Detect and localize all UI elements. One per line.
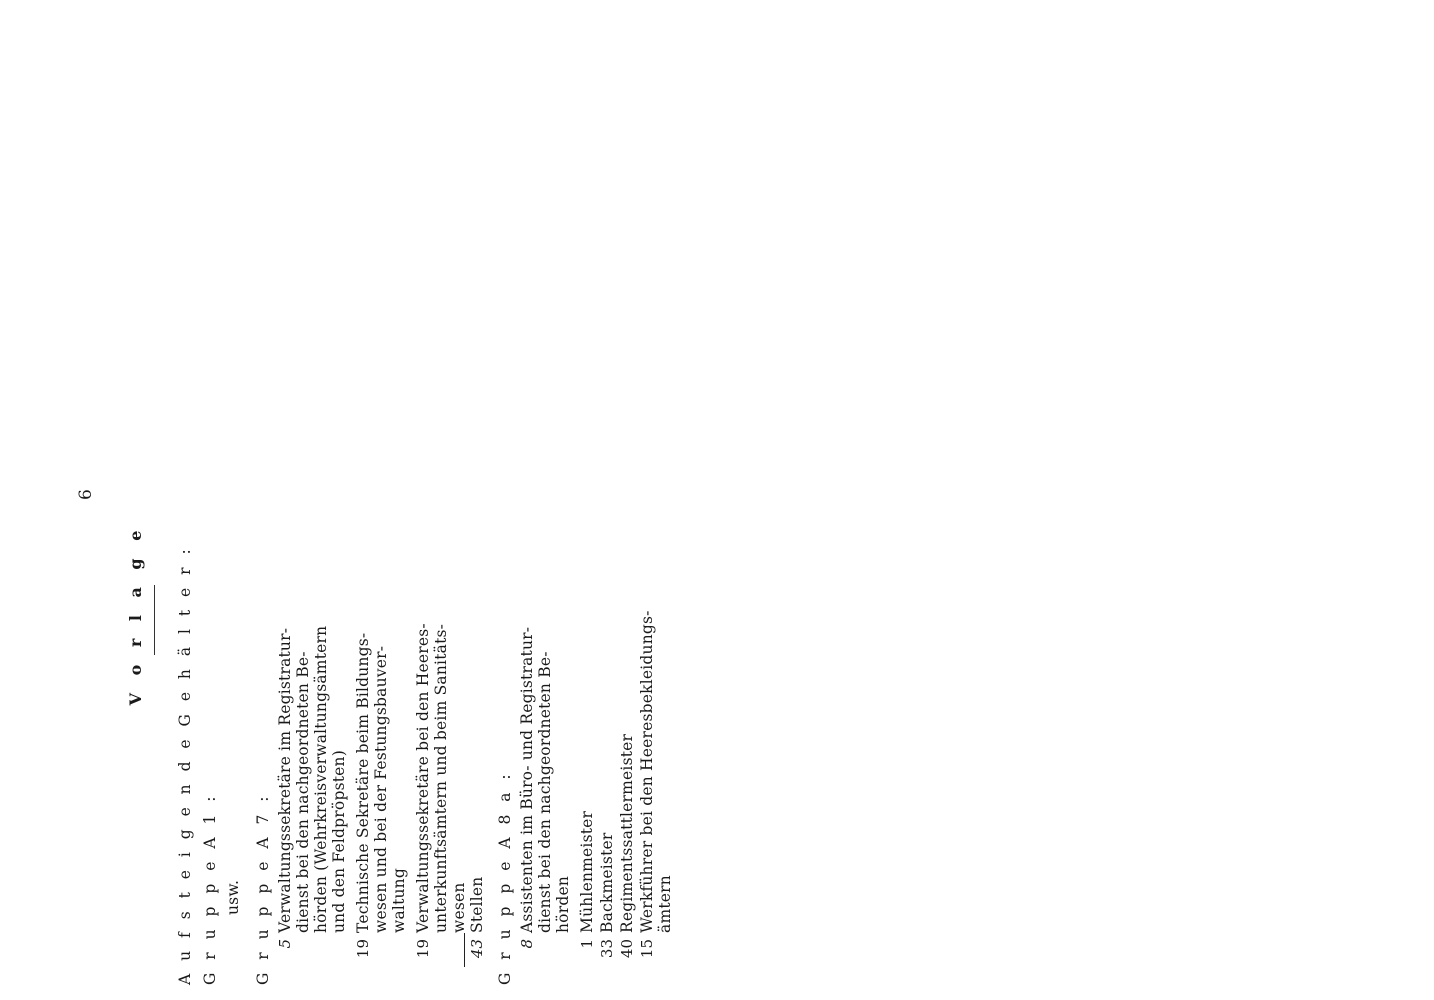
- entry-text: hörden: [554, 875, 572, 933]
- group-label: G r u p p e A 8 a :: [496, 770, 514, 985]
- entry-text: Verwaltungssekretäre im Registratur-: [276, 627, 294, 933]
- entry-text: ämtern: [656, 875, 674, 933]
- entry-text: Mühlenmeister: [578, 810, 596, 933]
- column-title: V o r l a g e: [126, 524, 145, 706]
- entry-text: wesen und bei der Festungsbauver-: [372, 645, 390, 933]
- column-vorlage-continued: [118, 225, 678, 985]
- entry-text: hörden (Wehrkreisverwaltungsämtern: [312, 625, 330, 933]
- entry-count: 40: [618, 939, 636, 959]
- entry-text: Regimentssattlermeister: [618, 733, 636, 933]
- entry-text: usw.: [224, 879, 242, 915]
- entry-count: 5: [276, 939, 294, 949]
- entry-count: 8: [518, 939, 536, 949]
- entry-text: und den Feldpröpsten): [330, 750, 348, 933]
- page-number: 6: [76, 489, 96, 500]
- group-label: G r u p p e A 7 :: [254, 792, 272, 985]
- entry-text: unterkunftsämtern und beim Sanitäts-: [432, 623, 450, 933]
- entry-text: Werkführer bei den Heeresbekleidungs-: [638, 610, 656, 933]
- entry-text: Backmeister: [598, 832, 616, 933]
- entry-text: wesen: [450, 882, 468, 933]
- entry-text: Verwaltungssekretäre bei den Heeres-: [414, 623, 432, 933]
- entry-text: dienst bei den nachgeordneten Be-: [294, 651, 312, 933]
- entry-text: dienst bei den nachgeordneten Be-: [536, 651, 554, 933]
- heading: A u f s t e i g e n d e G e h ä l t e r :: [176, 545, 194, 985]
- entry-count: 15: [638, 939, 656, 959]
- entry-text: Technische Sekretäre beim Bildungs-: [354, 632, 372, 933]
- group-label: G r u p p e A 1 :: [201, 792, 219, 985]
- entry-count: 19: [414, 939, 432, 959]
- entry-count: 1: [578, 939, 596, 949]
- entry-text: waltung: [390, 868, 408, 933]
- total-count: 43: [468, 939, 486, 959]
- entry-text: Assistenten im Büro- und Registratur-: [518, 626, 536, 933]
- total-text: Stellen: [468, 876, 486, 933]
- entry-count: 33: [598, 939, 616, 959]
- entry-count: 19: [354, 939, 372, 959]
